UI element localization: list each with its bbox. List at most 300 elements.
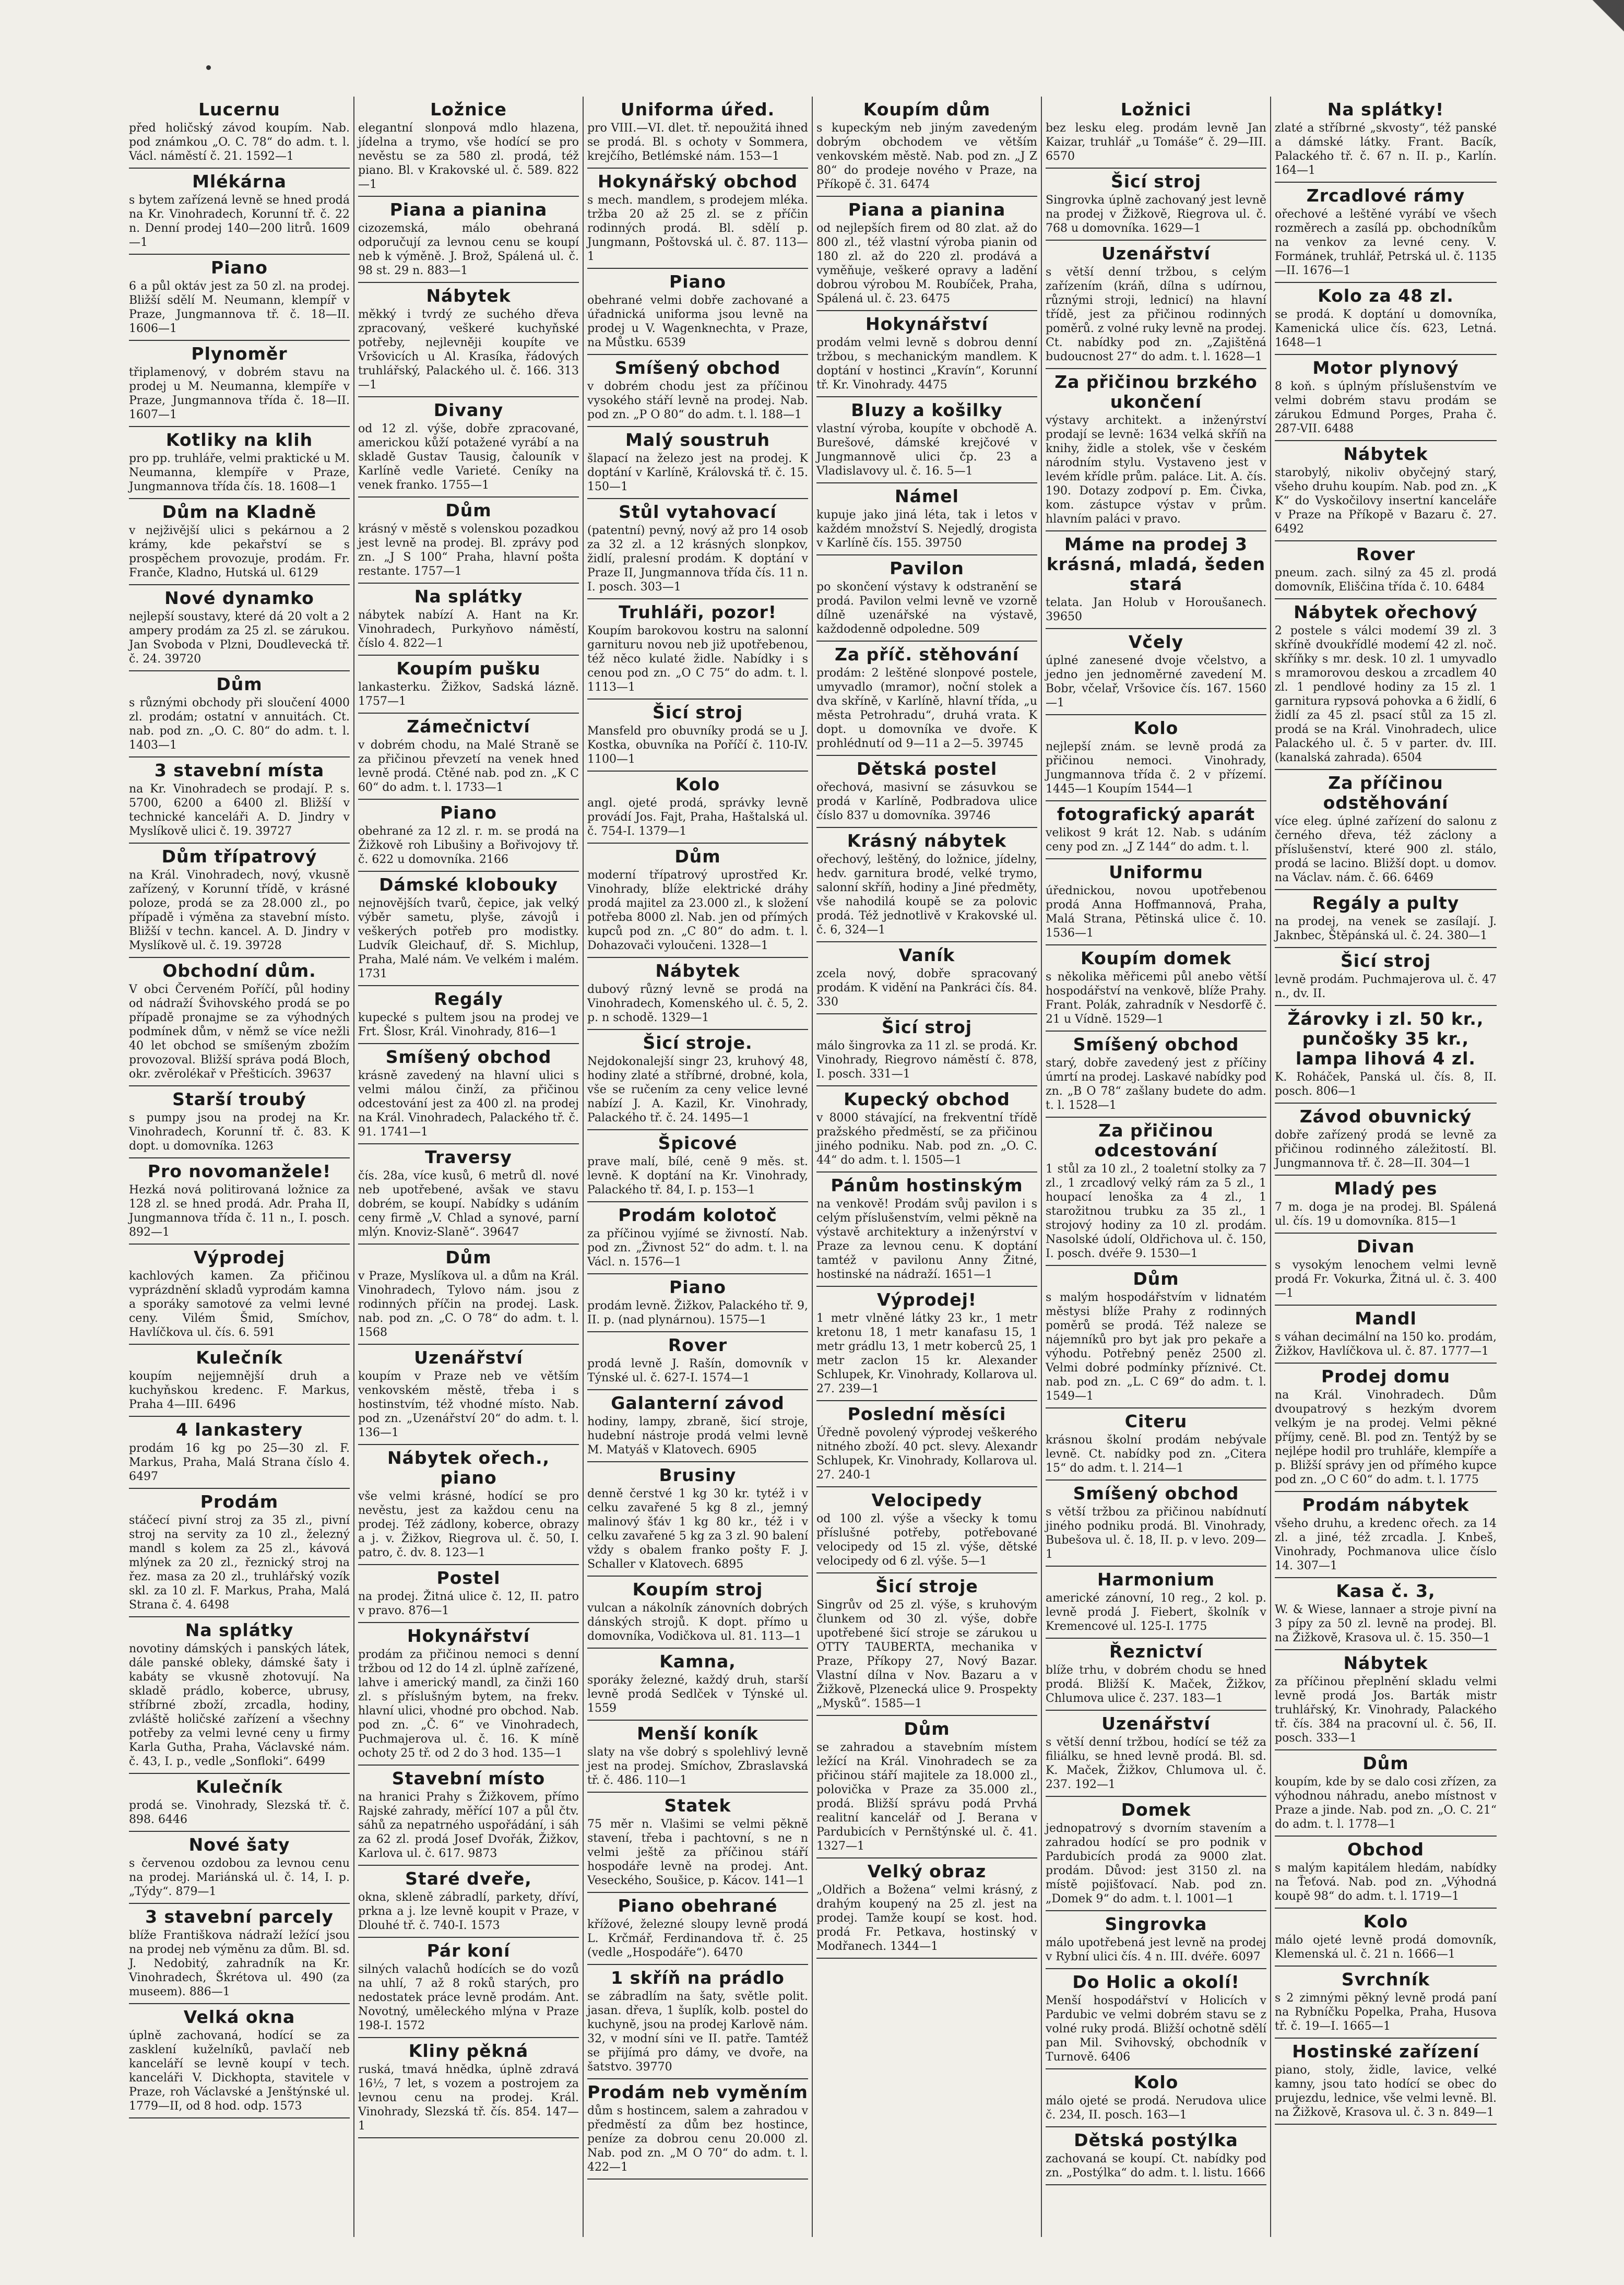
ad-body: Menší hospodářství v Holicích v Pardubic ve velmi dobrém stavu se z volné ruky prodá. Bližší ochotně sdělí pan Mil. Svihovský, obchodník v Turnově. 6406 <box>1046 1994 1266 2064</box>
ad-column <box>1271 97 1500 2237</box>
ad-body: málo ojeté levně prodá domovník, Klemenská ul. č. 21 n. 1666—1 <box>1275 1934 1497 1961</box>
classified-ad <box>1275 1967 1497 2039</box>
ad-body: úplně zachovaná, hodící se za zasklení kuželníků, pavlačí neb kanceláří se levně koupí v tech. kanceláři V. Dickhopta, stavitele v Praze, roh Václavské a Jenštýnské ul. 1779—II, od 8 hod. odp. 1573 <box>129 2029 350 2113</box>
ad-body: blíže trhu, v dobrém chodu se hned prodá. Bližší K. Maček, Žižkov, Chlumova ulice č. 237. 183—1 <box>1046 1664 1266 1705</box>
ad-body: „Oldřich a Božena“ velmi krásný, z drahým koupený na 25 zl. jest na prodej. Tamže koupí se kost. hod. prodá Fr. Petkava, hostinský v Modřanech. 1344—1 <box>816 1884 1037 1953</box>
ad-heading: Statek <box>664 1795 731 1816</box>
classified-ad <box>1046 715 1266 801</box>
ad-heading: Dětská postel <box>856 759 998 779</box>
ad-body: s 2 zimnými pěkný levně prodá paní na Rybníčku Popelka, Praha, Husova tř. č. 19—I. 1665—1 <box>1275 1992 1497 2033</box>
classified-ad <box>1046 945 1266 1032</box>
ad-body: americké zánovní, 10 reg., 2 kol. p. levně prodá J. Fiebert, školník v Kremencové ul. 125-I. 1775 <box>1046 1592 1266 1633</box>
ad-heading: Dům <box>216 674 263 694</box>
classified-ad <box>816 942 1037 1014</box>
ad-heading: Za přičinou odcestování <box>1094 1120 1218 1161</box>
ad-heading: Dům na Kladně <box>162 502 317 522</box>
ad-heading: Motor plynový <box>1312 358 1459 378</box>
ad-body: jednopatrový s dvorním stavením a zahradou hodící se pro podnik v Pardubicích prodá za 9000 zlat. prodám. Důvod: jest 3150 zl. na místě pojišťovací. Nab. pod zn. „Domek 9“ do adm. t. l. 1001—1 <box>1046 1822 1266 1905</box>
ad-body: obehrané za 12 zl. r. m. se prodá na Žižkově roh Libušiny a Bořivojovy tř. č. 622 u domovníka. 2166 <box>358 825 579 866</box>
classified-ad <box>1275 1837 1497 1909</box>
ad-body: 8 koň. s úplným příslušenstvím ve velmi dobrém stavu prodám se zárukou Edmund Porges, Praha č. 287-VII. 6488 <box>1275 380 1497 435</box>
ad-heading: Šicí stroj <box>881 1017 973 1037</box>
classified-ad <box>816 1716 1037 1858</box>
classified-ad <box>816 97 1037 197</box>
classified-ad <box>587 1390 808 1462</box>
classified-ad <box>1275 1006 1497 1104</box>
ad-body: blíže Františkova nádraží ležící jsou na prodej neb výměnu za dům. Bl. sd. J. Nedobitý, zahradník na Kr. Vinohradech, Škrétova ul. 490 (za museem). 886—1 <box>129 1929 350 1998</box>
ad-heading: Dům <box>674 846 721 867</box>
classified-ad <box>358 197 579 283</box>
ad-heading: Uzenářství <box>1101 243 1211 264</box>
ad-heading: Stůl vytahovací <box>619 502 777 522</box>
ad-body: obehrané velmi dobře zachované a úřadnická uniforma jsou levně na prodej u V. Wagenknechta, v Praze, na Můstku. 6539 <box>587 294 808 349</box>
ad-body: koupím v Praze neb ve větším venkovském městě, třeba i s hostinstvím, též vhodné místo. Nab. pod zn. „Uzenářství 20“ do adm. t. l. 136—1 <box>358 1370 579 1439</box>
classified-ad <box>129 1904 350 2004</box>
ad-body: s váhan decimální na 150 ko. prodám, Žižkov, Havlíčkova ul. č. 87. 1777—1 <box>1275 1331 1497 1358</box>
ad-body: starý, dobře zavedený jest z příčiny úmrtí na prodej. Laskavé nabídky pod zn. „B O 78“ zašlany budete do adm. t. l. 1528—1 <box>1046 1057 1267 1112</box>
ad-heading: Hokynářský obchod <box>597 171 798 192</box>
classified-ad <box>129 1158 350 1245</box>
classified-ad <box>816 1401 1037 1487</box>
ad-heading: Kliny pěkná <box>408 2041 529 2061</box>
ad-heading: Nábytek <box>426 286 511 306</box>
ad-heading: Kolo <box>1363 1911 1408 1932</box>
classified-ad <box>816 1287 1037 1401</box>
ad-heading: Velká okna <box>183 2007 295 2027</box>
ad-heading: 3 stavební místa <box>154 760 325 780</box>
ad-heading: Piano obehrané <box>618 1896 778 1916</box>
ad-body: na Král. Vinohradech. Dům dvoupatrový s hezkým dvorem velkým je na prodej. Velmi pěkné příjmy, ceně. Bl. pod zn. Tentýž by se nejlépe hodil pro truhláře, klempíře a p. Bližší správy jen od přímého kupce pod zn. „O C 60“ do adm. t. l. 1775 <box>1275 1389 1497 1486</box>
ad-body: lankasterku. Žižkov, Sadská lázně. 1757—1 <box>358 681 579 708</box>
classified-ad <box>129 1489 350 1617</box>
ad-body: v 8000 stávající, na frekventní třídě pražského předměstí, se za přičinou jiného podniku. Nab. pod zn. „O. C. 44“ do adm. t. l. 1505—1 <box>816 1111 1037 1167</box>
classified-ad <box>129 844 350 958</box>
classified-ad <box>358 1623 579 1766</box>
classified-ad <box>1046 1911 1266 1969</box>
ad-heading: Žárovky i zl. 50 kr., punčošky 35 kr., lampa lihová 4 zl. <box>1287 1009 1484 1069</box>
ad-heading: Pánům hostinským <box>831 1175 1023 1195</box>
ad-body: silných valachů hodících se do vozů na uhlí, 7 až 8 roků starých, pro nedostatek práce levně prodám. Ant. Novotný, uměleckého mlýna v Praze 198-I. 1572 <box>358 1963 579 2032</box>
ad-body: s malým hospodářstvím v lidnatém městysi blíže Prahy z rodinných poměrů se prodá. Též naleze se nájemníků pro byt jak pro pekaře a výhodu. Potřebný peněz 2500 zl. Velmi dobré podmínky příznivé. Ct. nab. pod zn. „L. C 69“ do adm. t. l. 1549—1 <box>1046 1291 1266 1403</box>
ad-heading: Singrovka <box>1105 1914 1207 1934</box>
ad-body: denně čerstvé 1 kg 30 kr. tytéž i v celku zavařené 5 kg 8 zl., jemný malinový šťáv 1 kg 80 kr., též i v celku zavařené 5 kg za 3 zl. 90 balení vždy s obalem franko pošty F. J. Schaller v Klatovech. 6895 <box>587 1487 808 1571</box>
classified-ad <box>587 169 808 269</box>
classified-ad <box>816 1173 1037 1287</box>
ad-body: čís. 28a, více kusů, 6 metrů dl. nové neb upotřebené, avšak ve stavu dobrém, se koupí. Nabídky s udáním ceny firmě „V. Chlad a synové, parní mlýn. Knoviz-Slaně“. 39647 <box>358 1169 579 1239</box>
ad-heading: Staré dveře, <box>405 1868 532 1889</box>
ad-heading: Rover <box>1356 544 1416 564</box>
ad-heading: Dům třípatrový <box>161 846 317 867</box>
ad-body: úplné zanesené dvoje včelstvo, a jedno jen jednoměrné zavedení M. Bobr, včelař, Vršovice čís. 167. 1560—1 <box>1046 654 1266 709</box>
ad-heading: Domek <box>1121 1799 1191 1820</box>
ad-body: 75 měr n. Vlašimi se velmi pěkně stavení, třeba i pachtovní, s ne n velmi ještě za příčinou stáří hospodáře levně na prodej. Ant. Veseckého, Soušice, p. Kácov. 141—1 <box>587 1818 808 1887</box>
ad-heading: Stavební místo <box>392 1768 546 1789</box>
classified-ad <box>816 197 1037 311</box>
classified-ad <box>129 1417 350 1489</box>
classified-ad <box>1046 1711 1266 1797</box>
ad-body: V obci Červeném Poříčí, půl hodiny od nádraží Švihovského prodá se po případě pronajme se za výhodných podmínek dům, v němž se více nežli 40 let obchod se smíšeným zbožím provozoval. Bližší správa podá Bloch, okr. zvěrolékař v Přešticích. 39637 <box>129 983 350 1081</box>
ad-heading: Obchodní dům. <box>162 961 316 981</box>
classified-ad <box>129 255 350 341</box>
classified-ad <box>587 1721 808 1793</box>
ad-body: křížové, železné sloupy levně prodá L. Krčmář, Ferdinandova tř. č. 25 (vedle „Hospodáře“). 6470 <box>587 1918 808 1959</box>
ad-body: prodám za přičinou nemoci s denní tržbou od 12 do 14 zl. úplně zařízené, lahve i americký mandl, za činži 160 zl. s příslušným bytem, na frekv. hlavní ulici, vhodné pro obchod. Nab. pod zn. „Č. 6“ ve Vinohradech, Puchmajerova ul. č. 16. K míně ochoty 25 tř. od 2 do 3 hod. 135—1 <box>358 1648 579 1760</box>
ad-body: prodá se. Vinohrady, Slezská tř. č. 898. 6446 <box>129 1799 350 1826</box>
classified-ad <box>1046 629 1266 715</box>
classified-ad <box>587 355 808 427</box>
classified-ad <box>1046 1481 1266 1567</box>
ad-heading: Galanterní závod <box>611 1393 785 1413</box>
ad-heading: Koupím stroj <box>632 1579 763 1600</box>
ad-heading: Prodám neb vyměním <box>587 2082 808 2102</box>
ad-body: od 12 zl. výše, dobře zpracované, americkou kůží potažené vyrábí a na skladě Gustav Tausig, čalouník v Karlíně vedle Varieté. Ceníky na venek franko. 1755—1 <box>358 422 579 492</box>
ad-heading: Koupím domek <box>1081 948 1231 968</box>
ad-body: se zábradlím na šaty, světle polit. jasan. dřeva, 1 šuplík, kolb. postel do kuchyně, jsou na prodej Karlově nám. 32, v modní síni ve II. patře. Tamtéž se přijímá pro dámy, ve dvoře, na šatstvo. 39770 <box>587 1990 808 2074</box>
ad-body: měkký i tvrdý ze suchého dřeva zpracovaný, veškeré kuchyňské potřeby, nejlevněji koupíte ve Vršovicích u Al. Krasíka, řádových truhlářský, Palackého ul. č. 166. 313—1 <box>358 308 579 392</box>
ad-heading: Kulečník <box>196 1777 283 1797</box>
ad-body: pro VIII.—VI. dlet. tř. nepoužitá ihned se prodá. Bl. s ochoty v Sommera, krejčího, Betlémské nám. 153—1 <box>587 122 808 163</box>
ad-body: pro pp. truhláře, velmi praktické u M. Neumanna, klempíře v Praze, Jungmannova třída čís. 18. 1608—1 <box>129 452 350 493</box>
ad-body: s pumpy jsou na prodej na Kr. Vinohradech, Korunní tř. č. 83. K dopt. u domovníka. 1263 <box>129 1111 350 1153</box>
ad-heading: Piana a pianina <box>389 199 548 220</box>
ad-heading: Mladý pes <box>1334 1178 1438 1199</box>
ad-column <box>813 97 1042 2237</box>
ad-heading: Závod obuvnický <box>1299 1106 1472 1127</box>
classified-ad <box>1046 2069 1266 2127</box>
torn-corner <box>1577 0 1624 42</box>
ad-body: na Kr. Vinohradech se prodají. P. s. 5700, 6200 a 6400 zl. Bližší v technické kanceláři A. D. Jindry v Myslíkově ulici č. 19. 39727 <box>129 783 350 838</box>
ad-body: více eleg. úplné zařízení do salonu z černého dřeva, též záclony a příslušenství, které 900 zl. stálo, prodá se lacino. Bližší dopt. u domov. na Václav. nám. č. 66. 6469 <box>1275 815 1497 884</box>
classified-ad <box>1275 441 1497 541</box>
ad-heading: Mlékárna <box>192 171 287 192</box>
classified-ad <box>129 169 350 255</box>
ad-heading: Piano <box>440 802 497 823</box>
ad-body: ořechová, masivní se zásuvkou se prodá v Karlíně, Podbradova ulice číslo 837 u domovníka. 39746 <box>816 781 1037 822</box>
classified-ad <box>1046 1266 1266 1408</box>
ad-heading: Zámečnictví <box>407 716 530 737</box>
ad-heading: Starší troubý <box>172 1089 306 1109</box>
classified-ad <box>587 1649 808 1721</box>
ad-body: 6 a půl oktáv jest za 50 zl. na prodej. Bližší sdělí M. Neumann, klempíř v Praze, Jungmannova tř. č. 18—II. 1606—1 <box>129 280 350 335</box>
ad-heading: Nábytek <box>1343 1653 1428 1673</box>
ad-heading: Zrcadlové rámy <box>1306 185 1465 206</box>
ad-heading: Dámské klobouky <box>379 874 558 895</box>
classified-ad <box>587 958 808 1030</box>
ad-body: W. & Wiese, lannaer a stroje pivní na 3 pípy za 50 zl. levně na prodej. Bl. na Žižkově, Krasova ul. č. 15. 350—1 <box>1275 1603 1497 1644</box>
classified-ad <box>1275 770 1497 890</box>
ad-heading: Velký obraz <box>867 1861 987 1881</box>
classified-ad <box>358 714 579 800</box>
ad-heading: Výprodej! <box>877 1289 977 1310</box>
classified-ad <box>587 1893 808 1965</box>
ad-heading: Na splátky <box>414 586 523 607</box>
ad-heading: Za přičinou brzkého ukončení <box>1054 372 1258 412</box>
ad-heading: Poslední měsíci <box>847 1404 1006 1424</box>
ad-body: nejnovějších tvarů, čepice, jak velký výběr sametu, plyše, závojů i veškerých potřeb pro modistky. Ludvík Gleichauf, dř. S. Michlup, Praha, Malé nám. Ve velkém i malém. 1731 <box>358 897 579 980</box>
ad-heading: Obchod <box>1347 1839 1425 1860</box>
classified-ad <box>1275 1306 1497 1364</box>
classified-ad <box>816 756 1037 828</box>
ad-body: nábytek nabízí A. Hant na Kr. Vinohradech, Purkyňovo náměstí, číslo 4. 822—1 <box>358 609 579 650</box>
ad-body: v Praze, Myslíkova ul. a dům na Král. Vinohradech, Tylovo nám. jsou z rodinných příčin na prodej. Lask. nab. pod zn. „C. O 78“ do adm. t. l. 1568 <box>358 1270 579 1339</box>
ad-body: 7 m. doga je na prodej. Bl. Spálená ul. čís. 19 u domovníka. 815—1 <box>1275 1201 1497 1228</box>
ad-body: od nejlepších firem od 80 zlat. až do 800 zl., též vlastní výroba pianin od 180 zl. až do 220 zl. prodává a vyměňuje, veškeré opravy a ladění dobrou výrobou M. Roubíček, Praha, Spálená ul. č. 23. 6475 <box>816 222 1037 305</box>
ad-body: s větší tržbou za přičinou nabídnutí jiného podniku prodá. Bl. Vinohrady, Bubešova ul. č. 18, II. p. v levo. 209—1 <box>1046 1506 1266 1561</box>
classified-ad <box>129 97 350 169</box>
classified-ad <box>1046 531 1266 629</box>
ad-heading: Truhláři, pozor! <box>619 602 777 622</box>
ad-body: (patentní) pevný, nový až pro 14 osob za 32 zl. a 12 krásných slonpkov, židlí, pralesní prodám. K doptání v Praze II, Jungmannova třída čís. 11 n. I. posch. 303—1 <box>587 524 808 594</box>
classified-ad <box>1275 283 1497 355</box>
ad-heading: Námel <box>895 486 959 506</box>
ad-body: stáčecí pivní stroj za 35 zl., pivní stroj na servity za 10 zl., železný mandl s kolem za 25 zl., kávová mlýnek za 20 zl., řeznický stroj na řez. masa za 20 zl., truhlářský vozík skl. za 10 zl. F. Markus, Praha, Malá Strana č. 4. 6498 <box>129 1514 350 1612</box>
ad-body: na prodej, na venek se zasílají. J. Jaknbec, Štěpánská ul. č. 24. 380—1 <box>1275 915 1497 942</box>
classified-ad <box>129 427 350 499</box>
classified-ad <box>1046 1639 1266 1711</box>
ad-heading: Šicí stroj <box>652 702 743 723</box>
ad-heading: Kulečník <box>196 1347 283 1368</box>
classified-ad <box>816 1858 1037 1959</box>
ad-heading: Plynoměr <box>191 344 288 364</box>
ad-body: prodám velmi levně s dobrou denní tržbou, s mechanickým mandlem. K doptání v hostinci „Kravín“, Korunní tř. Kr. Vinohrady. 4475 <box>816 336 1037 392</box>
ad-heading: Prodej domu <box>1321 1366 1451 1387</box>
ad-heading: Kamna, <box>659 1651 736 1672</box>
classified-columns <box>125 97 1501 2237</box>
ad-heading: Prodám kolotoč <box>618 1205 777 1225</box>
classified-ad <box>587 499 808 599</box>
ad-heading: Nábytek <box>655 961 740 981</box>
ad-heading: Kasa č. 3, <box>1336 1581 1436 1601</box>
ad-body: krásnou školní prodám nebývale levně. Ct. nabídky pod zn. „Citera 15“ do adm. t. l. 214—1 <box>1046 1434 1266 1475</box>
classified-ad <box>1046 1567 1266 1639</box>
ad-body: koupím, kde by se dalo cosi zřízen, za výhodnou náhradu, anebo místnost v Praze a jinde. Nab. pod zn. „O. C. 21“ do adm. t. l. 1778—1 <box>1275 1775 1497 1831</box>
ad-heading: Vaník <box>898 945 955 965</box>
classified-ad <box>358 656 579 714</box>
ad-heading: Postel <box>436 1568 501 1588</box>
ad-heading: Na splátky <box>185 1620 294 1640</box>
classified-ad <box>587 1030 808 1130</box>
classified-ad <box>129 499 350 585</box>
classified-ad <box>358 1866 579 1938</box>
classified-ad <box>358 1245 579 1345</box>
ad-body: dům s hostincem, salem a zahradou v předměstí za dům bez hostince, peníze za dobrou cenu 20.000 zl. Nab. pod zn. „M O 70“ do adm. t. l. 422—1 <box>587 2104 808 2174</box>
ad-body: prodá levně J. Rašín, domovník v Týnské ul. č. 627-I. 1574—1 <box>587 1357 808 1384</box>
ad-heading: Divan <box>1357 1236 1415 1257</box>
ad-heading: Na splátky! <box>1327 99 1444 120</box>
ad-heading: fotografický aparát <box>1057 804 1255 824</box>
ad-heading: Špicové <box>658 1133 738 1153</box>
ad-heading: Nábytek ořech., piano <box>387 1448 550 1488</box>
ad-body: s mech. mandlem, s prodejem mléka. tržba 20 až 25 zl. se z příčin rodinných prodá. Bl. sdělí p. Jungmann, Poštovská ul. č. 87. 113—1 <box>587 194 808 263</box>
classified-ad <box>129 671 350 757</box>
ad-heading: Smíšený obchod <box>385 1047 552 1067</box>
ad-heading: Regály a pulty <box>1312 893 1460 913</box>
classified-ad <box>816 1573 1037 1716</box>
ad-body: Hezká nová politirovaná ložnice za 128 zl. se hned prodá. Adr. Praha II, Jungmannova třída č. 11 n., I. posch. 892—1 <box>129 1183 350 1239</box>
ad-heading: Dům <box>1133 1269 1179 1289</box>
ad-body: 1 metr vlněné látky 23 kr., 1 metr kretonu 18, 1 metr kanafasu 15, 1 metr grádlu 13, 1 metr koberců 25, 1 metr zaclon 15 kr. Alexander Schlupek, Kr. Vinohrady, Kollarova ul. 27. 239—1 <box>816 1312 1037 1395</box>
classified-ad <box>358 986 579 1044</box>
ad-heading: Nábytek <box>1343 444 1428 464</box>
ad-body: bez lesku eleg. prodám levně Jan Kaizar, truhlář „u Tomáše“ č. 29—III. 6570 <box>1046 122 1266 163</box>
classified-ad <box>1046 801 1266 859</box>
ad-heading: Pro novomanžele! <box>147 1161 331 1181</box>
classified-ad <box>1275 1234 1497 1306</box>
ad-body: s vysokým lenochem velmi levně prodá Fr. Vokurka, Žitná ul. č. 3. 400—1 <box>1275 1259 1497 1300</box>
ad-body: Mansfeld pro obuvníky prodá se u J. Kostka, obuvníka na Poříčí č. 110-IV. 1100—1 <box>587 725 808 766</box>
ad-body: telata. Jan Holub v Horoušanech. 39650 <box>1046 596 1266 623</box>
classified-ad <box>587 1274 808 1332</box>
classified-ad <box>358 283 579 397</box>
ad-body: nejlepší soustavy, které dá 20 volt a 2 ampery prodám za 25 zl. se zárukou. Jan Svoboda v Plzni, Doudlevecká tř. č. 24. 39720 <box>129 610 350 666</box>
ad-body: šlapací na železo jest na prodej. K doptání v Karlíně, Královská tř. č. 15. 150—1 <box>587 452 808 493</box>
ad-body: pneum. zach. silný za 45 zl. prodá domovník, Eliščina třída č. 10. 6484 <box>1275 566 1497 594</box>
ad-body: na hranici Prahy s Žižkovem, přímo Rajské zahrady, měřící 107 a půl čtv. sáhů za nepatrného uspořádání, i sáh za 62 zl. prodá Josef Dvořák, Žižkov, Karlova ul. č. 617. 9873 <box>358 1791 579 1860</box>
ad-heading: 1 skříň na prádlo <box>611 1968 785 1988</box>
ad-heading: Smíšený obchod <box>1073 1034 1239 1055</box>
ad-heading: Lucernu <box>198 99 280 120</box>
ad-body: na prodej. Žitná ulice č. 12, II. patro v pravo. 876—1 <box>358 1590 579 1617</box>
classified-ad <box>816 1487 1037 1573</box>
ad-heading: Dům <box>445 500 492 520</box>
classified-ad <box>587 1130 808 1202</box>
ad-body: prodám 16 kg po 25—30 zl. F. Markus, Praha, Malá Strana číslo 4. 6497 <box>129 1442 350 1483</box>
ad-heading: Nové šaty <box>188 1834 290 1855</box>
classified-ad <box>1046 169 1266 241</box>
ad-body: v dobrém chodu jest za příčinou vysokého stáří levně na prodej. Nab. pod zn. „P O 80“ do adm. t. l. 188—1 <box>587 380 808 421</box>
classified-ad <box>587 97 808 169</box>
classified-ad <box>587 1332 808 1390</box>
ad-column <box>354 97 584 2237</box>
classified-ad <box>129 1617 350 1774</box>
ad-heading: Kolo za 48 zl. <box>1318 286 1454 306</box>
classified-ad <box>1046 97 1266 169</box>
classified-ad <box>358 2038 579 2138</box>
ad-body: za příčinou vyjímé se živností. Nab. pod zn. „Živnost 52“ do adm. t. l. na Václ. n. 1576—1 <box>587 1227 808 1269</box>
ad-body: levně prodám. Puchmajerova ul. č. 47 n., dv. II. <box>1275 973 1497 1000</box>
ad-body: slaty na vše dobrý s spolehlivý levně jest na prodej. Smíchov, Zbraslavská tř. č. 486. 110—1 <box>587 1746 808 1787</box>
ad-body: sporáky železné, každý druh, starší levně prodá Sedlček v Týnské ul. 1559 <box>587 1674 808 1715</box>
classified-ad <box>1046 2127 1266 2185</box>
ad-body: vlastní výroba, koupíte v obchodě A. Burešové, dámské krejčové v Jungmannově ulici čp. 23 a Vladislavovy ul. č. 16. 5—1 <box>816 422 1037 478</box>
classified-ad <box>587 772 808 844</box>
ad-body: se prodá. K doptání u domovníka, Kamenická ulice čís. 623, Letná. 1648—1 <box>1275 308 1497 349</box>
ad-body: ruská, tmavá hnědka, úplně zdravá 16½, 7 let, s vozem a postrojem za levnou cenu na prodej. Král. Vinohrady, Slezská tř. čís. 854. 147—1 <box>358 2063 579 2133</box>
classified-ad <box>1275 355 1497 441</box>
classified-ad <box>816 1086 1037 1173</box>
ad-body: hodiny, lampy, zbraně, šicí stroje, hudební nástroje prodá velmi levně M. Matyáš v Klatovech. 6905 <box>587 1415 808 1457</box>
ad-body: úřednickou, novou upotřebenou prodá Anna Hoffmannová, Praha, Malá Strana, Pětinská ulice č. 10. 1536—1 <box>1046 884 1266 940</box>
classified-ad <box>587 1965 808 2079</box>
ad-body: se zahradou a stavebním místem ležící na Král. Vinohradech se za přičinou stáří majitele za 18.000 zl., polovička v Praze za 35.000 zl., prodá. Bližší správu podá Prvhá realitní kancelář od J. Berana v Pardubicích v Pernštýnské ul. č. 41. 1327—1 <box>816 1741 1037 1853</box>
ad-heading: Piano <box>211 257 268 278</box>
ad-body: s červenou ozdobou za levnou cenu na prodej. Mariánská ul. č. 14, I. p. „Týdy“. 879—1 <box>129 1857 350 1898</box>
classified-ad <box>587 427 808 499</box>
classified-ad <box>358 498 579 584</box>
ad-body: nejlepší znám. se levně prodá za přičinou nemoci. Vinohrady, Jungmannova třída č. 2 v přízemí. 1445—1 Koupím 1544—1 <box>1046 740 1266 796</box>
classified-ad <box>358 1938 579 2038</box>
classified-ad <box>816 397 1037 483</box>
ad-body: 2 postele s válci modemí 39 zl. 3 skříně dvoukřídlé modemí 42 zl. noč. skříňky s mr. desk. 10 zl. 1 umyvadlo s mramorovou deskou a zrcadlem 40 zl. 1 pendlové hodiny za 15 zl. 1 garnitura rypsová pohovka a 6 židlí, 6 židlí za 45 zl. psací stůl za 15 zl. prodá se na Král. Vinohradech, ulice Palackého ul. č. 5 v parter. dv. III. (kanalská zahrada). 6504 <box>1275 624 1497 764</box>
ad-heading: Hokynářství <box>407 1626 530 1646</box>
ad-body: K. Roháček, Panská ul. čís. 8, II. posch. 806—1 <box>1275 1071 1497 1098</box>
classified-ad <box>1275 2039 1497 2125</box>
classified-ad <box>129 341 350 427</box>
ad-heading: Výprodej <box>194 1247 285 1268</box>
ad-column <box>125 97 354 2237</box>
ad-heading: Rover <box>668 1335 728 1355</box>
ad-heading: Kolo <box>1133 718 1179 738</box>
ad-body: málo ojeté se prodá. Nerudova ulice č. 234, II. posch. 163—1 <box>1046 2094 1266 2122</box>
ad-heading: Traversy <box>425 1147 512 1167</box>
classified-ad <box>1275 890 1497 948</box>
ad-body: prave malí, bílé, ceně 9 měs. st. levně. K doptání na Kr. Vinohrady, Palackého tř. 84, I. p. 153—1 <box>587 1155 808 1197</box>
ad-body: Singrovka úplně zachovaný jest levně na prodej v Žižkově, Riegrova ul. č. 768 u domovníka. 1629—1 <box>1046 194 1266 235</box>
ad-heading: 3 stavební parcely <box>145 1907 334 1927</box>
ad-heading: Za příčinou odstěhování <box>1323 773 1449 813</box>
ad-heading: Dům <box>445 1247 492 1268</box>
ad-heading: Citeru <box>1124 1411 1188 1431</box>
classified-ad <box>358 1766 579 1866</box>
ad-body: v nejživější ulici s pekárnou a 2 krámy, kde pekařství se s prospěchem provozuje, prodám. Fr. Franče, Kladno, Hutská ul. 6129 <box>129 524 350 579</box>
ad-body: po skončení výstavy k odstranění se prodá. Pavilon velmi levně ve vzorně dílně uzenářské na výstavě, každodenně odpoledne. 509 <box>816 581 1037 636</box>
ad-heading: Piana a pianina <box>848 199 1006 220</box>
ad-heading: Ložnice <box>430 99 507 120</box>
ad-heading: Včely <box>1128 632 1184 652</box>
ad-heading: Kolo <box>1133 2072 1179 2092</box>
ad-body: od 100 zl. výše a všecky k tomu příslušné potřeby, potřebované velocipedy od 15 zl. výše, dětské velocipedy od 6 zl. výše. 5—1 <box>816 1512 1037 1568</box>
ad-heading: 4 lankastery <box>175 1419 303 1440</box>
classified-ad <box>1275 541 1497 599</box>
ad-heading: Kupecký obchod <box>844 1089 1010 1109</box>
classified-ad <box>129 757 350 844</box>
ad-heading: Koupím pušku <box>396 658 541 679</box>
classified-ad <box>816 1014 1037 1086</box>
ad-heading: Prodám nábytek <box>1302 1495 1469 1515</box>
classified-ad <box>358 1345 579 1445</box>
ad-heading: Nábytek ořechový <box>1294 602 1478 622</box>
classified-ad <box>587 1462 808 1577</box>
classified-ad <box>1046 369 1266 531</box>
classified-ad <box>358 1445 579 1565</box>
ad-heading: Koupím dům <box>863 99 991 120</box>
ad-heading: Smíšený obchod <box>1073 1483 1239 1503</box>
ad-body: elegantní slonpová mdlo hlazena, jídelna a trymo, vše hodící se pro nevěstu se za 580 zl. prodá, též piano. Bl. v Krakovské ul. č. 589. 822—1 <box>358 122 579 191</box>
ad-heading: Dům <box>904 1719 950 1739</box>
ad-body: ořechový, leštěný, do ložnice, jídelny, hedv. garnitura brodé, velké trymo, salonní skříň, hodiny a Jiné předměty, vše nahodilá koupě se za polovic prodá. Též jednotlivě v Krakovské ul. č. 6, 324—1 <box>816 853 1037 937</box>
ad-column <box>584 97 813 2237</box>
ad-heading: Máme na prodej 3 krásná, mladá, šeden stará <box>1046 534 1266 594</box>
classified-ad <box>816 311 1037 397</box>
ad-heading: Pavilon <box>890 558 964 578</box>
ad-body: s větší denní tržbou, s celým zařízením (kráň, dílna s udírnou, různými stroji, lednicí) na hlavní třídě, jest za přičinou rodinných poměrů. z volné ruky levně na prodej. Ct. nabídky pod zn. „Zajištěná budoucnost 27“ do adm. t. l. 1628—1 <box>1046 266 1266 363</box>
ad-body: prodám levně. Žižkov, Palackého tř. 9, II. p. (nad plynárnou). 1575—1 <box>587 1299 808 1327</box>
classified-ad <box>358 1565 579 1623</box>
classified-ad <box>358 397 579 498</box>
classified-ad <box>587 1577 808 1649</box>
ad-body: kachlových kamen. Za přičinou vyprázdnění skladů vyprodám kamna a sporáky samotové za velmi levné ceny. Vilém Šmid, Smíchov, Havlíčkova ul. čís. 6. 591 <box>129 1270 350 1339</box>
ad-heading: Malý soustruh <box>625 430 770 450</box>
classified-ad <box>1275 1909 1497 1967</box>
ad-heading: Velocipedy <box>871 1490 982 1510</box>
ad-heading: Do Holic a okolí! <box>1072 1972 1240 1992</box>
ad-heading: Šicí stroj <box>1110 171 1202 192</box>
classified-ad <box>587 844 808 958</box>
ad-body: třiplamenový, v dobrém stavu na prodej u M. Neumanna, klempíře v Praze, Jungmannova třída č. 18—II. 1607—1 <box>129 366 350 421</box>
ad-body: novotiny dámských i panských látek, dále panské obleky, dámské šaty i kabáty se vkusně zhotovují. Na skladě prádlo, koberce, ubrusy, stříbrné zboží, zrcadla, hodiny, zvláště holičské zařízení a všechny potřeby za velmi levné ceny u firmy Karla Gutha, Praha, Václavské nám. č. 43, I. p., vedle „Sonfloki“. 6499 <box>129 1642 350 1768</box>
classified-ad <box>587 1202 808 1274</box>
ad-body: málo šingrovka za 11 zl. se prodá. Kr. Vinohrady, Riegrovo náměstí č. 878, I. posch. 331—1 <box>816 1039 1037 1081</box>
